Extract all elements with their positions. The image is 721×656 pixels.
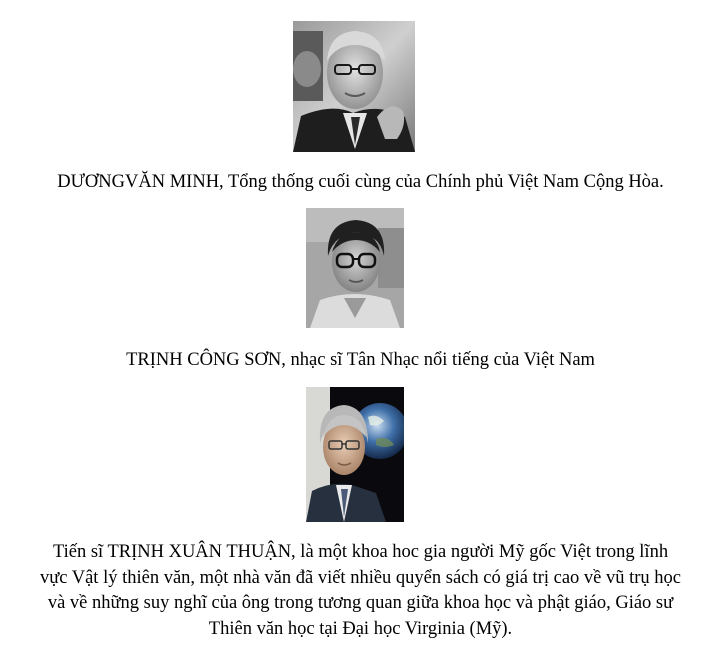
photo-portrait-3 [306, 387, 404, 522]
bio-line-1: Tiến sĩ TRỊNH XUÂN THUẬN, là một khoa hoc gia người Mỹ gốc Việt trong lĩnh [52, 542, 669, 562]
photo-portrait-2 [306, 208, 404, 328]
caption-2: TRỊNH CÔNG SƠN, nhạc sĩ Tân Nhạc nổi tiếng của Việt Nam [126, 350, 595, 370]
bio-paragraph [0, 540, 721, 642]
caption-1: DƯƠNGVĂN MINH, Tổng thống cuối cùng của Chính phủ Việt Nam Cộng Hòa. [57, 172, 664, 192]
bio-line-3: và về những suy nghĩ của ông trong tương quan giữa khoa học và phật giáo, Giáo sư [47, 593, 674, 613]
bio-line-2: vực Vật lý thiên văn, một nhà văn đã viết nhiều quyển sách có giá trị cao về vũ trụ học [39, 567, 682, 588]
bio-line-4: Thiên văn học tại Đại học Virginia (Mỹ). [208, 618, 513, 639]
photo-portrait-1 [293, 21, 415, 152]
